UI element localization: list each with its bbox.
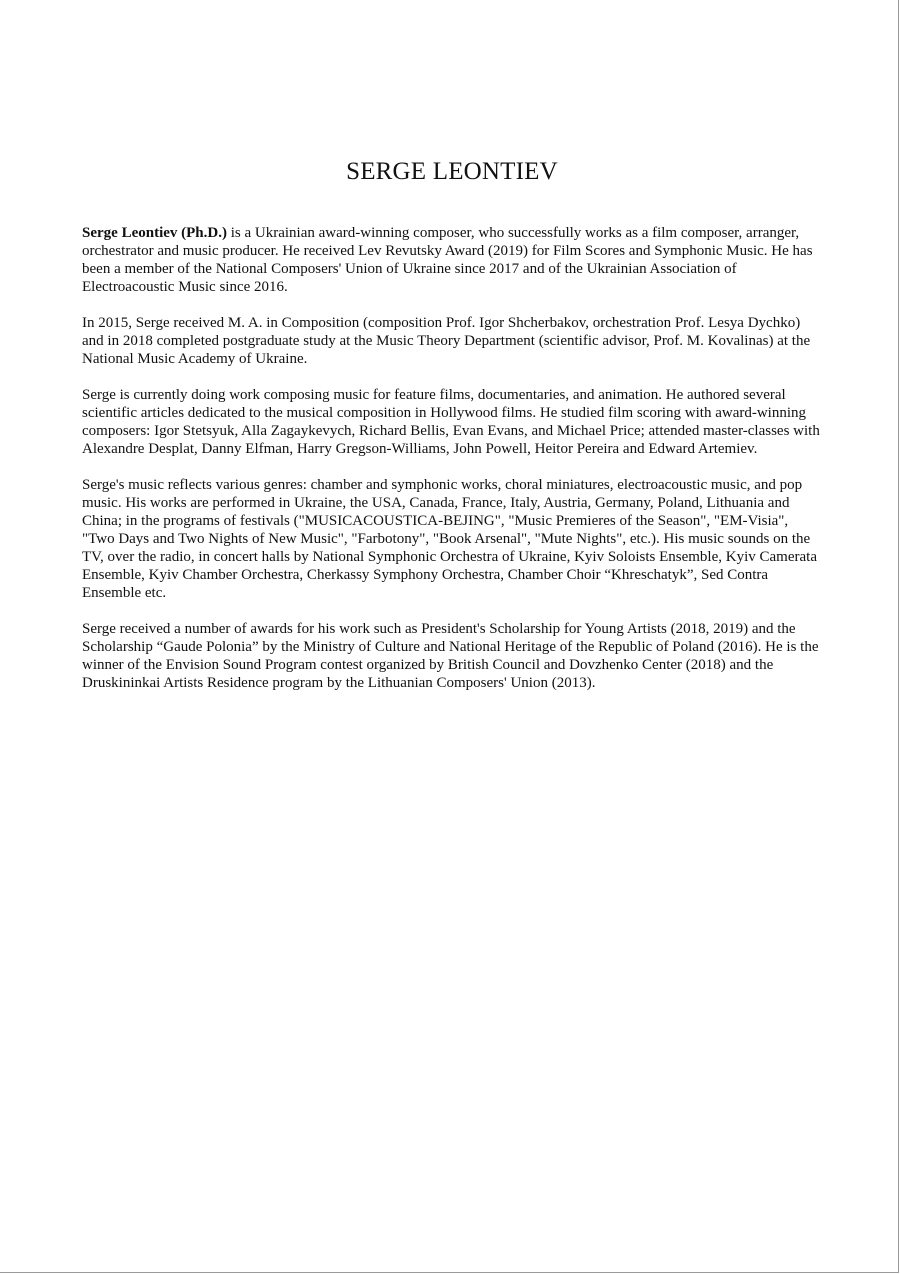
- paragraph-introduction: [82, 224, 822, 296]
- paragraph-music-genres: Serge's music reflects various genres: chamber and symphonic works, choral miniatures, electroacoustic music, and pop music. His works are performed in Ukraine, the USA, Canada, France, Italy, Austria, Germany, Poland, Lithuania and China; in the programs of festivals ("MUSICACOUSTICA-BEJING", "Music Premieres of the Season", "EM-Visia", "Two Days and Two Nights of New Music", "Farbotony", "Book Arsenal", "Mute Nights", etc.). His music sounds on the TV, over the radio, in concert halls by National Symphonic Orchestra of Ukraine, Kyiv Soloists Ensemble, Kyiv Camerata Ensemble, Kyiv Chamber Orchestra, Cherkassy Symphony Orchestra, Chamber Choir “Khreschatyk”, Sed Contra Ensemble etc.: [82, 477, 817, 601]
- paragraph-film-work: Serge is currently doing work composing music for feature films, documentaries, and animation. He authored several scientific articles dedicated to the musical composition in Hollywood films. He studied film scoring with award-winning composers: Igor Stetsyuk, Alla Zagaykevych, Richard Bellis, Evan Evans, and Michael Price; attended master-classes with Alexandre Desplat, Danny Elfman, Harry Gregson-Williams, John Powell, Heitor Pereira and Edward Artemiev.: [82, 387, 820, 457]
- page-title: SERGE LEONTIEV: [346, 158, 558, 185]
- introduction-text: is a Ukrainian award-winning composer, who successfully works as a film composer, arranger, orchestrator and music producer. He received Lev Revutsky Award (2019) for Film Scores and Symphonic Music. He has been a member of the National Composers' Union of Ukraine since 2017 and of the Ukrainian Association of Electroacoustic Music since 2016.: [82, 225, 813, 295]
- paragraph-education: In 2015, Serge received M. A. in Composition (composition Prof. Igor Shcherbakov, orchestration Prof. Lesya Dychko) and in 2018 completed postgraduate study at the Music Theory Department (scientific advisor, Prof. M. Kovalinas) at the National Music Academy of Ukraine.: [82, 315, 811, 367]
- paragraph-awards: Serge received a number of awards for his work such as President's Scholarship for Young Artists (2018, 2019) and the Scholarship “Gaude Polonia” by the Ministry of Culture and National Heritage of the Republic of Poland (2016). He is the winner of the Envision Sound Program contest organized by British Council and Dovzhenko Center (2018) and the Druskininkai Artists Residence program by the Lithuanian Composers' Union (2013).: [82, 621, 819, 691]
- composer-name-degree: Serge Leontiev (Ph.D.): [82, 225, 227, 241]
- document-body: [82, 154, 822, 710]
